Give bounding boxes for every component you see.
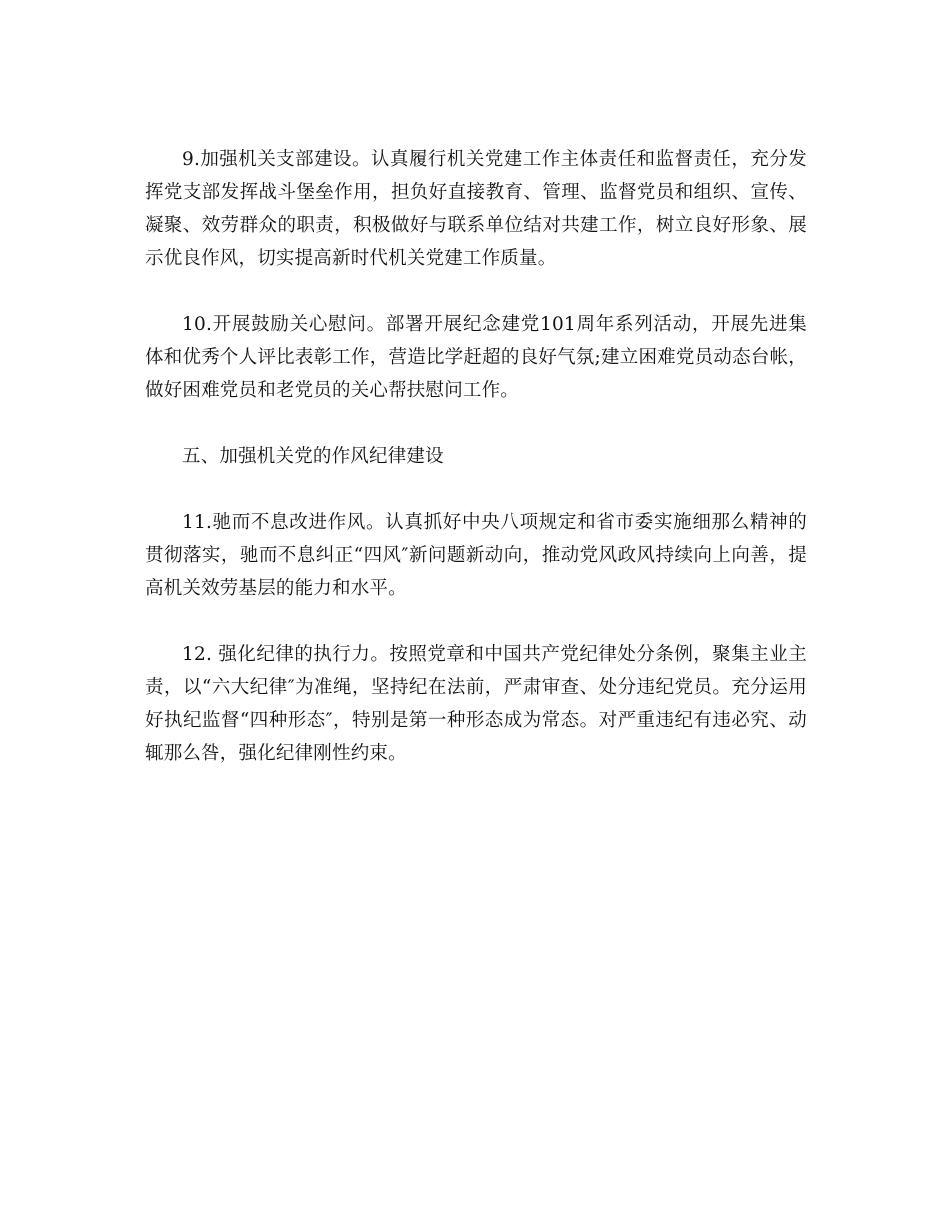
- paragraph-item-9: 9.加强机关支部建设。认真履行机关党建工作主体责任和监督责任，充分发挥党支部发挥战斗堡垒作用，担负好直接教育、管理、监督党员和组织、宣传、凝聚、效劳群众的职责，积极做好与联系单位结对共建工作，树立良好形象、展示优良作风，切实提高新时代机关党建工作质量。: [145, 149, 807, 269]
- paragraph-item-11: 11.驰而不息改进作风。认真抓好中央八项规定和省市委实施细那么精神的贯彻落实，驰而不息纠正“四风″新问题新动向，推动党风政风持续向上向善，提高机关效劳基层的能力和水平。: [145, 512, 807, 599]
- section-heading-five: 五、加强机关党的作风纪律建设: [182, 446, 444, 467]
- paragraph-item-10: 10.开展鼓励关心慰问。部署开展纪念建党101周年系列活动，开展先进集体和优秀个人评比表彰工作，营造比学赶超的良好气氛;建立困难党员动态台帐，做好困难党员和老党员的关心帮扶慰问工作。: [145, 314, 807, 401]
- paragraph-item-12: 12. 强化纪律的执行力。按照党章和中国共产党纪律处分条例，聚集主业主责，以“六大纪律″为准绳，坚持纪在法前，严肃审查、处分违纪党员。充分运用好执纪监督“四种形态″，特别是第一种形态成为常态。对严重违纪有违必究、动辄那么咎，强化纪律刚性约束。: [145, 644, 807, 764]
- document-body: [145, 143, 807, 770]
